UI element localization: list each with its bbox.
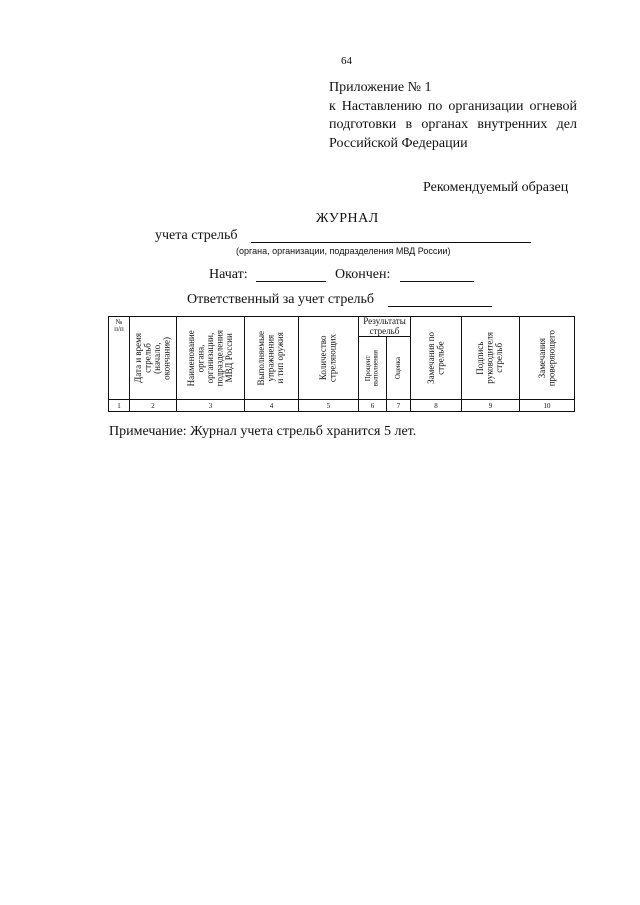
header-date-text: Дата и время стрельб (начало, окончание) (133, 333, 172, 383)
col-number: 4 (245, 400, 299, 412)
sample-label: Рекомендуемый образец (423, 180, 569, 195)
header-signature-text: Подпись руководителя стрельб (475, 332, 505, 384)
header-signature (462, 317, 520, 400)
col-number: 6 (359, 400, 387, 412)
storage-note: Примечание: Журнал учета стрельб хранится 5 лет. (109, 424, 417, 439)
started-fill-line (256, 281, 326, 282)
header-remarks-text: Замечания по стрельбе (425, 332, 445, 384)
table-number-row (109, 400, 575, 412)
col-number: 8 (411, 400, 462, 412)
header-count-text: Количество стреляющих (318, 333, 338, 383)
responsible-label: Ответственный за учет стрельб (187, 292, 375, 307)
col-number: 7 (387, 400, 411, 412)
header-inspector (520, 317, 575, 400)
header-remarks (411, 317, 462, 400)
header-percent-text: Процент выполнения (364, 349, 380, 387)
journal-table (108, 316, 575, 412)
col-number: 1 (109, 400, 130, 412)
header-grade-text: Оценка (393, 356, 402, 380)
account-fill-line (251, 242, 531, 243)
header-no: № п/п (109, 317, 130, 400)
ended-fill-line (400, 281, 474, 282)
journal-title: ЖУРНАЛ (316, 211, 379, 226)
appendix-line-3: подготовки в органах внутренних дел (329, 117, 577, 132)
col-number: 9 (462, 400, 520, 412)
col-number: 2 (130, 400, 177, 412)
appendix-block (329, 79, 577, 153)
header-grade (387, 337, 411, 400)
col-number: 3 (177, 400, 245, 412)
header-count (299, 317, 359, 400)
org-caption: (органа, организации, подразделения МВД России) (236, 246, 451, 256)
header-date (130, 317, 177, 400)
col-number: 5 (299, 400, 359, 412)
header-org-text: Наименование органа, организации, подразделения МВД России (185, 329, 234, 387)
started-label: Начат: (209, 267, 248, 282)
responsible-fill-line (388, 306, 492, 307)
header-results: Результаты стрельб (359, 317, 411, 337)
appendix-line-4: Российской Федерации (329, 135, 468, 151)
header-org (177, 317, 245, 400)
header-inspector-text: Замечания проверяющего (536, 329, 556, 387)
ended-label: Окончен: (335, 267, 391, 282)
account-label: учета стрельб (155, 228, 238, 243)
appendix-line-2: к Наставлению по организации огневой (329, 98, 577, 114)
col-number: 10 (520, 400, 575, 412)
table-header-row (109, 317, 575, 337)
header-percent (359, 337, 387, 400)
header-exercises-text: Выполняемые упражнения и тип оружия (256, 330, 286, 386)
header-exercises (245, 317, 299, 400)
page-number: 64 (341, 55, 352, 67)
appendix-line-1: Приложение № 1 (329, 80, 432, 95)
